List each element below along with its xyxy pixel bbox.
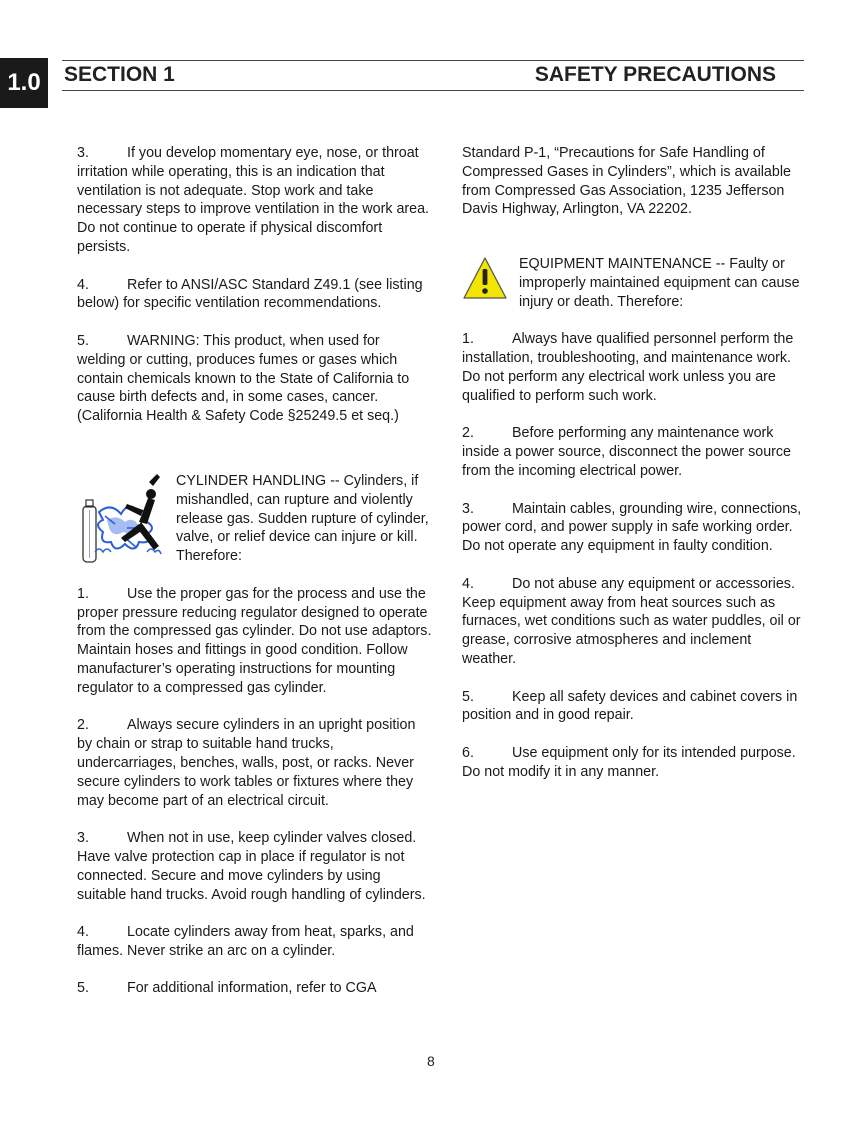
page-title: SAFETY PRECAUTIONS — [534, 63, 776, 86]
left-column — [77, 144, 432, 1017]
list-item — [462, 424, 807, 480]
item-number: 2. — [462, 425, 474, 442]
cylinder-handling-block — [77, 472, 432, 566]
item-number: 5. — [462, 688, 474, 705]
item-number: 5. — [77, 980, 89, 997]
item-number: 3. — [77, 830, 89, 847]
equipment-maintenance-block — [462, 255, 807, 311]
item-text: Use the proper gas for the process and use the proper pressure reducing regulator designed to operate from the compressed gas cylinder. Do not use adaptors. Maintain hoses and fittings in good condition. Follow manufacturer’s operating instructions for mounting regulator to a compressed gas cylinder. — [77, 585, 432, 696]
cylinder-rupture-icon — [77, 472, 176, 566]
right-column — [462, 144, 807, 800]
list-item — [77, 716, 432, 810]
item-number: 1. — [462, 331, 474, 348]
item-text: Keep all safety devices and cabinet covers in position and in good repair. — [462, 688, 798, 724]
item-text: Use equipment only for its intended purpose. Do not modify it in any manner. — [462, 744, 796, 780]
item-number: 4. — [462, 575, 474, 592]
item-number: 3. — [77, 145, 89, 161]
item-text: Locate cylinders away from heat, sparks, and flames. Never strike an arc on a cylinder. — [77, 924, 414, 959]
header-rule-top — [62, 60, 804, 61]
header-rule-bottom — [62, 90, 804, 91]
list-item — [77, 276, 432, 314]
section-label: SECTION 1 — [64, 63, 175, 86]
list-item — [77, 332, 432, 426]
section-tab: 1.0 — [0, 58, 48, 108]
item-text: Always have qualified personnel perform the installation, troubleshooting, and maintenance work. Do not perform any electrical work unless you are qualified to perform such work. — [462, 331, 794, 404]
item-number: 5. — [77, 332, 89, 349]
list-item — [462, 744, 807, 782]
item-number: 1. — [77, 585, 89, 602]
cylinder-handling-heading: CYLINDER HANDLING -- Cylinders, if mishandled, can rupture and violently release gas. Sudden rupture of cylinder, valve, or relief device can injure or kill. Therefore: — [176, 472, 429, 565]
item-text: If you develop momentary eye, nose, or throat irritation while operating, this is an indication that ventilation is not adequate. Stop work and take necessary steps to improve ventilation in the work area. Do not continue to operate if physical discomfort persists. — [77, 145, 430, 255]
item-number: 6. — [462, 744, 474, 761]
item-number: 3. — [462, 500, 474, 517]
item-number: 4. — [77, 924, 89, 941]
list-item — [462, 500, 807, 556]
list-item — [462, 575, 807, 669]
item-text: Always secure cylinders in an upright position by chain or strap to suitable hand trucks, undercarriages, benches, walls, post, or racks. Never secure cylinders to work tables or fixtures where they may become part of an electrical circuit. — [77, 717, 416, 809]
list-item — [462, 688, 807, 726]
item-text: Before performing any maintenance work inside a power source, disconnect the power source from the incoming electrical power. — [462, 425, 792, 479]
item-text: Refer to ANSI/ASC Standard Z49.1 (see listing below) for specific ventilation recommendations. — [77, 276, 423, 312]
list-item — [77, 829, 432, 904]
continuation-text: Standard P-1, “Precautions for Safe Handling of Compressed Gases in Cylinders”, which is available from Compressed Gas Association, 1235 Jefferson Davis Highway, Arlington, VA 22202. — [462, 145, 791, 218]
page-number: 8 — [427, 1053, 435, 1069]
list-item — [77, 923, 432, 961]
item-text: For additional information, refer to CGA — [127, 980, 377, 997]
list-item — [462, 330, 807, 405]
item-number: 4. — [77, 276, 89, 293]
item-text: Do not abuse any equipment or accessories. Keep equipment away from heat sources such as furnaces, wet conditions such as water puddles, oil or grease, corrosive atmospheres and inclement weather. — [462, 575, 801, 667]
warning-triangle-icon — [462, 255, 519, 305]
item-number: 2. — [77, 717, 89, 734]
list-item — [77, 144, 432, 257]
item-text: WARNING: This product, when used for welding or cutting, produces fumes or gases which contain chemicals known to the State of California to cause birth defects and, in some cases, cancer. (California Health & Safety Code §25249.5 et seq.) — [77, 332, 410, 425]
item-text: Maintain cables, grounding wire, connections, power cord, and power supply in safe working order. Do not operate any equipment in faulty condition. — [462, 500, 802, 555]
list-item — [77, 585, 432, 698]
equipment-maintenance-heading: EQUIPMENT MAINTENANCE -- Faulty or improperly maintained equipment can cause injury or death. Therefore: — [519, 256, 800, 310]
item-text: When not in use, keep cylinder valves closed. Have valve protection cap in place if regulator is not connected. Secure and move cylinders by using suitable hand trucks. Avoid rough handling of cylinders. — [77, 830, 426, 903]
list-item — [77, 979, 432, 998]
